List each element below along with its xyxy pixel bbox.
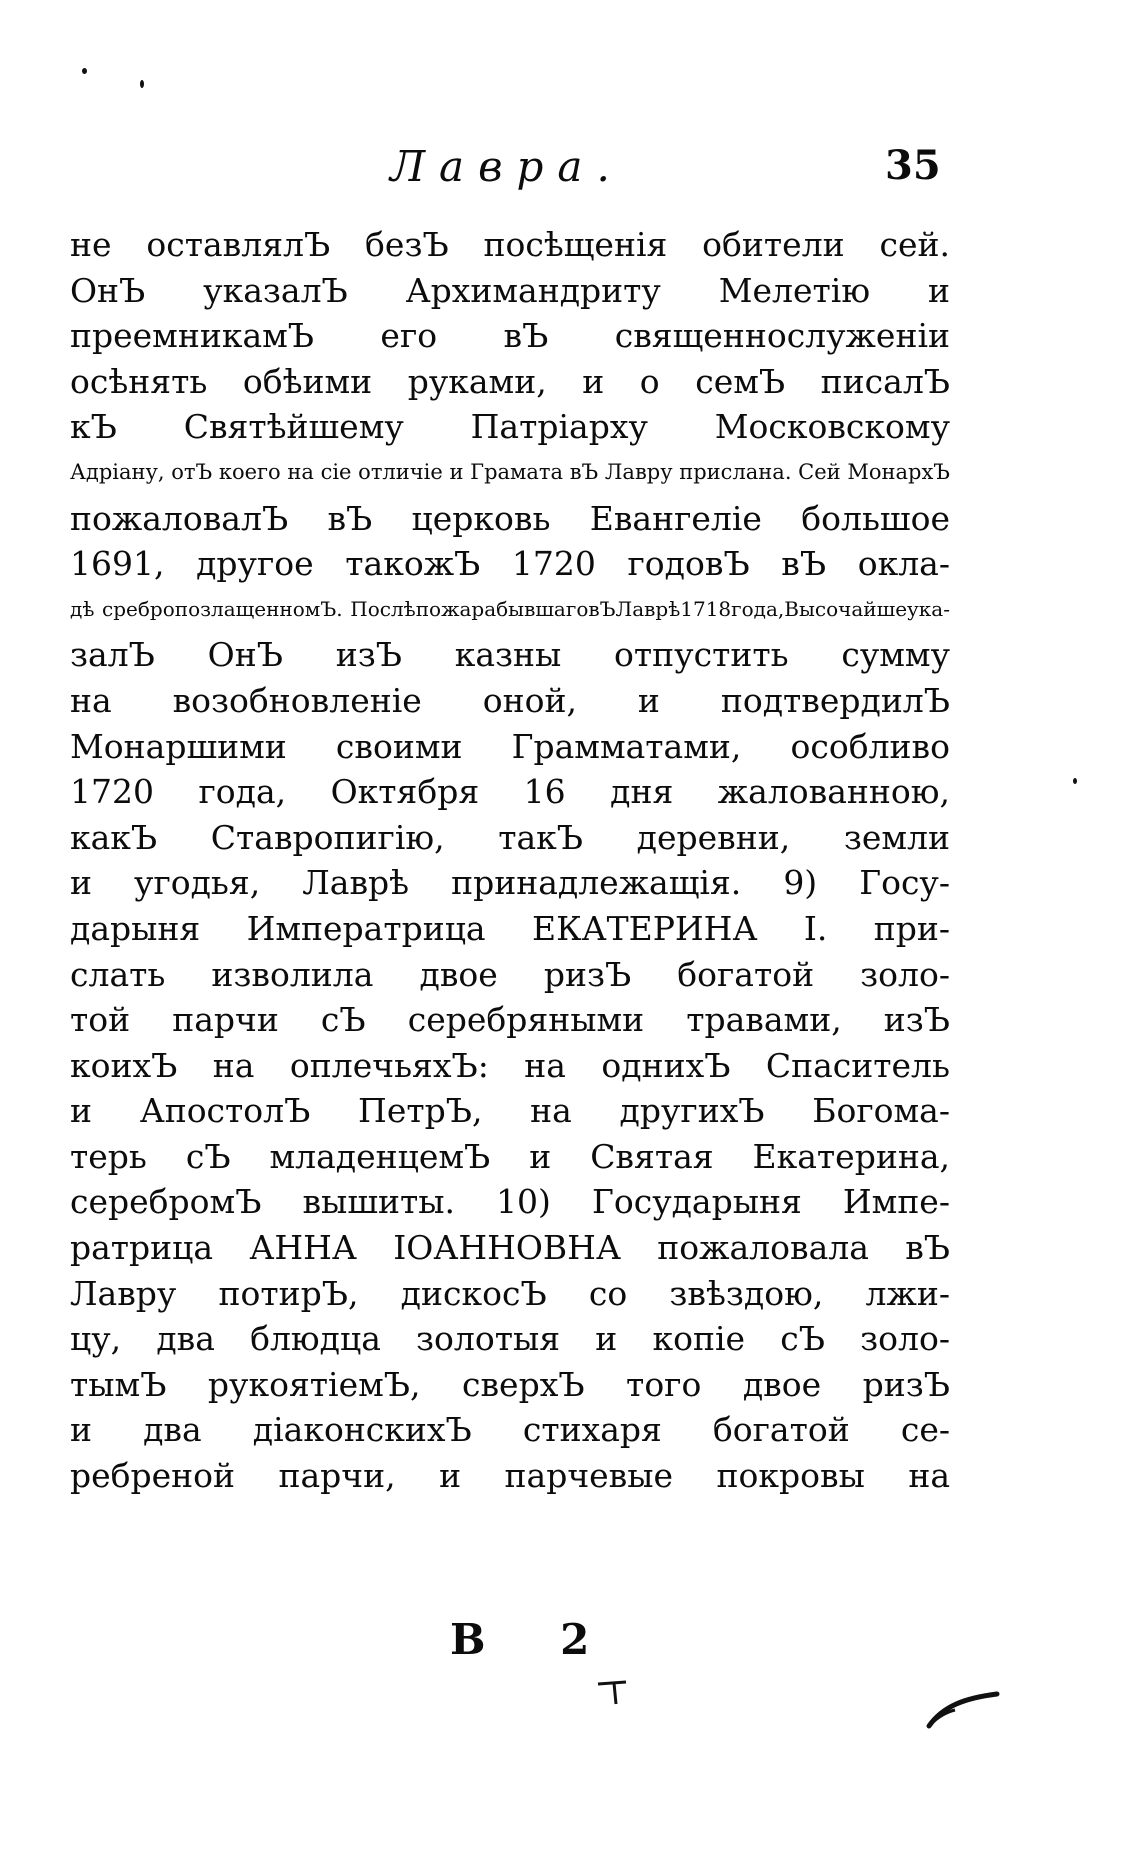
text-line: ратрица АННА ІОАННОВНА пожаловала вЪ bbox=[70, 1228, 950, 1268]
text-line: серебромЪ вышиты. 10) Государыня Импе- bbox=[70, 1182, 950, 1222]
text-line: той парчи сЪ серебряными травами, изЪ bbox=[70, 1000, 950, 1040]
text-line: кЪ Святѣйшему Патріарху Московскому bbox=[70, 407, 950, 447]
text-line: коихЪ на оплечьяхЪ: на однихЪ Спаситель bbox=[70, 1045, 950, 1085]
text-line: и два діаконскихЪ стихаря богатой се- bbox=[70, 1410, 950, 1450]
text-line: и АпостолЪ ПетрЪ, на другихЪ Богома- bbox=[70, 1091, 950, 1131]
text-line: не оставлялЪ безЪ посѣщенія обители сей. bbox=[70, 225, 950, 264]
ink-stroke-mark bbox=[596, 1678, 636, 1708]
text-line: терь сЪ младенцемЪ и Святая Екатерина, bbox=[70, 1136, 950, 1176]
text-line: дарыня Императрица ЕКАТЕРИНА I. при- bbox=[70, 908, 950, 948]
ink-flourish-mark bbox=[925, 1690, 1000, 1730]
text-line: Адріану, отЪ коего на сіе отличіе и Грамата вЪ Лавру прислана. Сей МонархЪ bbox=[70, 459, 950, 484]
ink-speck bbox=[82, 68, 87, 74]
text-line: на возобновленіе оной, и подтвердилЪ bbox=[70, 680, 950, 720]
text-line: пожаловалЪ вЪ церковь Евангеліе большое bbox=[70, 498, 950, 538]
text-line: осѣнять обѣими руками, и о семЪ писалЪ bbox=[70, 361, 950, 401]
signature-mark: В 2 bbox=[450, 1615, 620, 1664]
text-line: ОнЪ указалЪ Архимандриту Мелетію и bbox=[70, 270, 950, 310]
running-head bbox=[0, 142, 1140, 202]
running-title: Лавра. bbox=[390, 142, 624, 191]
text-line: тымЪ рукоятіемЪ, сверхЪ того двое ризЪ bbox=[70, 1364, 950, 1404]
ink-speck bbox=[1073, 778, 1077, 784]
body-text bbox=[70, 222, 950, 1499]
text-line: залЪ ОнЪ изЪ казны отпустить сумму bbox=[70, 635, 950, 675]
text-line: какЪ Ставропигію, такЪ деревни, земли bbox=[70, 817, 950, 857]
text-line: цу, два блюдца золотыя и копіе сЪ золо- bbox=[70, 1319, 950, 1359]
page-number: 35 bbox=[885, 142, 941, 189]
text-line: ребреной парчи, и парчевые покровы на bbox=[70, 1456, 950, 1496]
text-line: слать изволила двое ризЪ богатой золо- bbox=[70, 954, 950, 994]
text-line: преемникамЪ его вЪ священнослуженіи bbox=[70, 316, 950, 356]
text-line: 1720 года, Октября 16 дня жалованною, bbox=[70, 772, 950, 812]
ink-speck bbox=[140, 80, 144, 88]
text-line: Монаршими своими Граммaтами, особливо bbox=[70, 726, 950, 766]
text-line: и угодья, Лаврѣ принадлежащія. 9) Госу- bbox=[70, 863, 950, 903]
text-line: 1691, другое такожЪ 1720 годовЪ вЪ окла- bbox=[70, 544, 950, 584]
text-line: дѣ сребропозлащенномЪ. ПослѣпожарабывшаговЪЛаврѣ1718года,Высочайшеука- bbox=[70, 596, 950, 621]
text-line: Лавру потирЪ, дискосЪ со звѣздою, лжи- bbox=[70, 1273, 950, 1313]
